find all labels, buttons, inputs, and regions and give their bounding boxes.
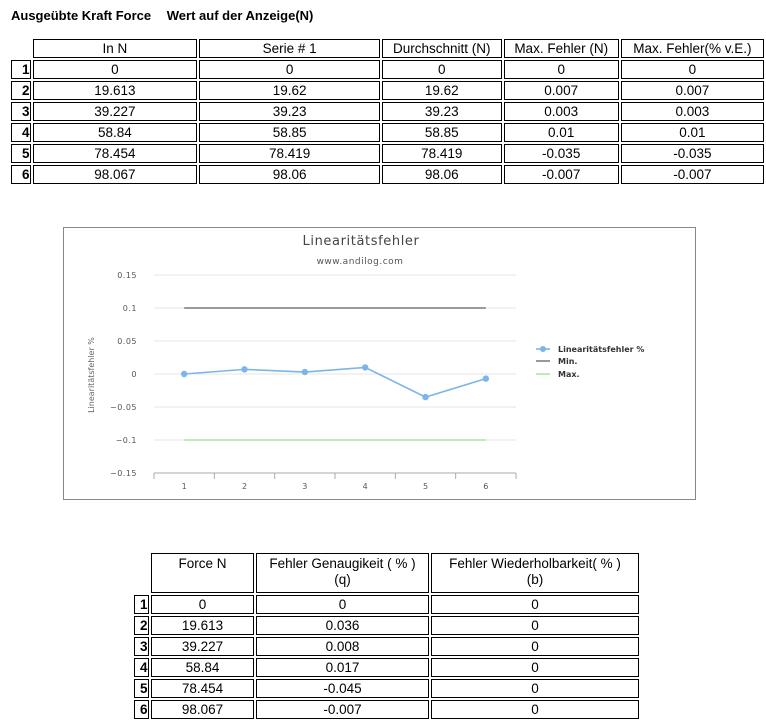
row-index-cell: 1 (11, 60, 31, 79)
table-cell: 39.227 (151, 637, 254, 656)
chart-data-point (422, 394, 428, 400)
table-cell: 58.84 (33, 123, 198, 142)
row-index-cell: 4 (11, 123, 31, 142)
table-cell: -0.035 (504, 144, 619, 163)
table-cell: 19.62 (382, 81, 502, 100)
table-row (11, 102, 764, 121)
column-header-force-n (151, 553, 254, 593)
table-row (134, 700, 639, 719)
table-row (11, 60, 764, 79)
table-row (134, 595, 639, 614)
chart-series-line (184, 367, 486, 397)
chart-axes (110, 271, 516, 491)
table-cell: 0 (431, 595, 639, 614)
table-cell: 0 (199, 60, 380, 79)
table-cell: 98.067 (33, 165, 198, 184)
table-cell: 0.007 (621, 81, 764, 100)
header-display-value: Wert auf der Anzeige(N) (166, 8, 314, 23)
chart-y-tick-label: −0.15 (109, 469, 137, 478)
table-cell: 0 (431, 679, 639, 698)
table-row (134, 679, 639, 698)
row-index-cell: 2 (11, 81, 31, 100)
table-cell: 0 (382, 60, 502, 79)
table-cell: 0 (431, 616, 639, 635)
column-header-average: Durchschnitt (N) (382, 39, 502, 58)
row-index-header (134, 553, 149, 593)
table-cell: -0.007 (621, 165, 764, 184)
table-cell: 0 (33, 60, 198, 79)
table-cell: -0.035 (621, 144, 764, 163)
table-cell: 0 (431, 658, 639, 677)
chart-x-tick-label: 3 (302, 482, 308, 491)
table-header-row (11, 39, 764, 58)
table-cell: 0.003 (504, 102, 619, 121)
chart-x-tick-label: 2 (241, 482, 248, 491)
table-cell: 19.613 (151, 616, 254, 635)
table-cell: 0 (431, 700, 639, 719)
row-index-cell: 4 (134, 658, 149, 677)
table-cell: 39.23 (382, 102, 502, 121)
table-cell: 98.06 (382, 165, 502, 184)
table-cell: -0.007 (504, 165, 619, 184)
row-index-cell: 1 (134, 595, 149, 614)
table-cell: 58.85 (382, 123, 502, 142)
table-cell: 19.62 (199, 81, 380, 100)
table-cell: 0 (151, 595, 254, 614)
column-header-accuracy-error (256, 553, 429, 593)
column-header-max-error-percent: Max. Fehler(% v.E.) (621, 39, 764, 58)
table-cell: 78.419 (382, 144, 502, 163)
table-cell: 0 (621, 60, 764, 79)
row-index-cell: 2 (134, 616, 149, 635)
chart-subtitle: www.andilog.com (316, 257, 404, 267)
table-cell: 0 (504, 60, 619, 79)
table-cell: 0.008 (256, 637, 429, 656)
table-row (11, 144, 764, 163)
column-header-in-n: In N (33, 39, 198, 58)
table-cell: 0.007 (504, 81, 619, 100)
chart-grid (154, 275, 516, 473)
chart-x-tick-label: 6 (483, 482, 489, 491)
linearity-error-chart (63, 227, 696, 500)
column-header-max-error-n: Max. Fehler (N) (504, 39, 619, 58)
chart-legend-marker (540, 346, 546, 352)
column-header-force-n-label: Force N (178, 556, 227, 571)
table-cell: 78.419 (199, 144, 380, 163)
row-index-cell: 5 (134, 679, 149, 698)
table-cell: 0.036 (256, 616, 429, 635)
table-cell: 0 (431, 637, 639, 656)
table-cell: 58.84 (151, 658, 254, 677)
row-index-cell: 3 (11, 102, 31, 121)
chart-y-tick-label: 0.15 (117, 271, 137, 280)
row-index-cell: 5 (11, 144, 31, 163)
table-cell: -0.045 (256, 679, 429, 698)
chart-data-point (181, 371, 187, 377)
table-row (134, 616, 639, 635)
chart-data-point (302, 369, 308, 375)
row-index-cell: 3 (134, 637, 149, 656)
table-cell: 78.454 (33, 144, 198, 163)
table-cell: 58.85 (199, 123, 380, 142)
table-cell: 0 (256, 595, 429, 614)
table-row (134, 637, 639, 656)
column-header-accuracy-error-line1: Fehler Genaugikeit ( % ) (269, 556, 416, 571)
chart-y-axis-label: Linearitätsfehler % (87, 337, 96, 413)
chart-legend-label: Max. (558, 370, 580, 379)
table-row (11, 81, 764, 100)
table-cell: 78.454 (151, 679, 254, 698)
accuracy-repeatability-table (132, 551, 641, 721)
chart-x-tick-label: 4 (362, 482, 368, 491)
row-index-cell: 6 (134, 700, 149, 719)
chart-data-point (483, 375, 489, 381)
chart-legend-label: Linearitätsfehler % (558, 345, 645, 354)
table-header-row (134, 553, 639, 593)
table-cell: 39.23 (199, 102, 380, 121)
table-cell: 98.06 (199, 165, 380, 184)
table-cell: 0.01 (504, 123, 619, 142)
table-cell: 98.067 (151, 700, 254, 719)
chart-legend-label: Min. (558, 357, 578, 366)
column-header-repeatability-error-line2: (b) (526, 572, 544, 587)
table-cell: -0.007 (256, 700, 429, 719)
table-cell: 0.01 (621, 123, 764, 142)
table-cell: 39.227 (33, 102, 198, 121)
force-measurement-table (9, 37, 766, 186)
page-header (11, 8, 313, 23)
table-cell: 0.017 (256, 658, 429, 677)
table-cell: 19.613 (33, 81, 198, 100)
chart-y-tick-label: 0.1 (122, 304, 137, 313)
table-row (11, 123, 764, 142)
column-header-repeatability-error-line1: Fehler Wiederholbarkeit( % ) (449, 556, 621, 571)
chart-y-tick-label: −0.1 (115, 436, 137, 445)
row-index-cell: 6 (11, 165, 31, 184)
chart-y-tick-label: 0 (131, 370, 137, 379)
chart-svg (64, 228, 695, 499)
chart-title: Linearitätsfehler (302, 234, 420, 249)
column-header-accuracy-error-line2: (q) (334, 572, 351, 587)
chart-y-tick-label: 0.05 (117, 337, 137, 346)
table-row (11, 165, 764, 184)
chart-data-point (362, 364, 368, 370)
chart-y-tick-label: −0.05 (109, 403, 137, 412)
chart-x-tick-label: 5 (422, 482, 429, 491)
chart-data-point (241, 366, 247, 372)
header-applied-force: Ausgeübte Kraft Force (11, 8, 152, 23)
row-index-header (11, 39, 31, 58)
table-row (134, 658, 639, 677)
table-cell: 0.003 (621, 102, 764, 121)
chart-legend (536, 345, 644, 379)
column-header-series-1: Serie # 1 (199, 39, 380, 58)
chart-x-tick-label: 1 (181, 482, 187, 491)
column-header-repeatability-error (431, 553, 639, 593)
